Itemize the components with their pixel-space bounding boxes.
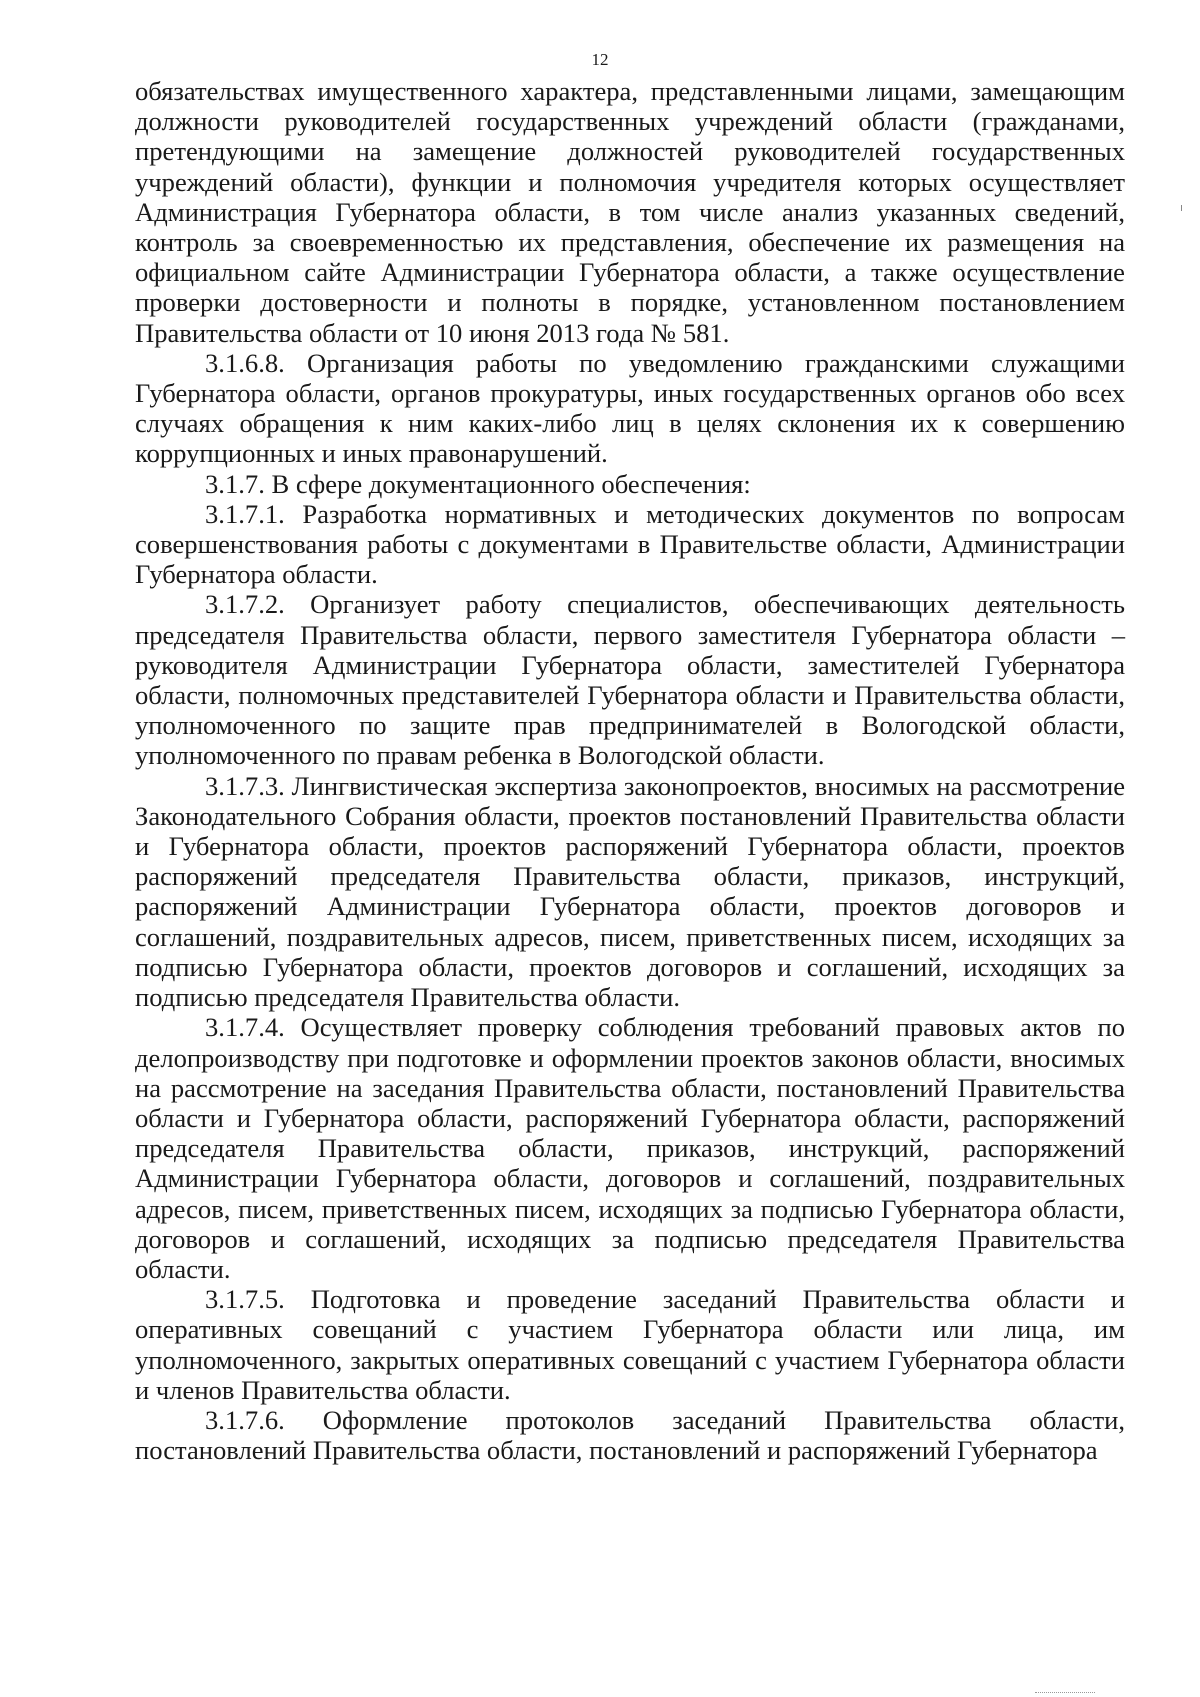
- paragraph-3-1-7: 3.1.7. В сфере документационного обеспечения:: [205, 468, 751, 499]
- document-body: [135, 76, 1125, 1465]
- paragraph-3-1-7-6: 3.1.7.6. Оформление протоколов заседаний Правительства области, постановлений Правительства области, постановлений и распоряжений Губернатора: [135, 1404, 1125, 1466]
- paragraph-3-1-7-4: 3.1.7.4. Осуществляет проверку соблюдения требований правовых актов по делопроизводству при подготовке и оформлении проектов законов области, вносимых на рассмотрение на заседания Правительства области, постановлений Правительства области и Губернатора области, распоряжений Губернатора области, распоряжений председателя Правительства области, приказов, инструкций, распоряжений Администрации Губернатора области, договоров и соглашений, поздравительных адресов, писем, приветственных писем, исходящих за подписью Губернатора области, договоров и соглашений, исходящих за подписью председателя Правительства области.: [135, 1012, 1125, 1284]
- paragraph-3-1-7-5: 3.1.7.5. Подготовка и проведение заседаний Правительства области и оперативных совещаний с участием Губернатора области или лица, им уполномоченного, закрытых оперативных совещаний с участием Губернатора области и членов Правительства области.: [135, 1284, 1125, 1405]
- scan-artifact-mark: [1181, 205, 1182, 211]
- paragraph-3-1-7-1: 3.1.7.1. Разработка нормативных и методических документов по вопросам совершенствования работы с документами в Правительстве области, Администрации Губернатора области.: [135, 498, 1125, 590]
- paragraph-3-1-7-3: 3.1.7.3. Лингвистическая экспертиза законопроектов, вносимых на рассмотрение Законодательного Собрания области, проектов постановлений Правительства области и Губернатора области, проектов распоряжений Губернатора области, проектов распоряжений председателя Правительства области, приказов, инструкций, распоряжений Администрации Губернатора области, проектов договоров и соглашений, поздравительных адресов, писем, приветственных писем, исходящих за подписью Губернатора области, проектов договоров и соглашений, исходящих за подписью председателя Правительства области.: [135, 770, 1125, 1013]
- paragraph-3-1-6-8: 3.1.6.8. Организация работы по уведомлению гражданскими служащими Губернатора области, органов прокуратуры, иных государственных органов обо всех случаях обращения к ним каких-либо лиц в целях склонения их к совершению коррупционных и иных правонарушений.: [135, 347, 1125, 469]
- page-number: 12: [591, 50, 609, 69]
- paragraph-continuation: обязательствах имущественного характера, представленными лицами, замещающим должности руководителей государственных учреждений области (гражданами, претендующими на замещение должностей руководителей государственных учреждений области), функции и полномочия учредителя которых осуществляет Администрация Губернатора области, в том числе анализ указанных сведений, контроль за своевременностью их представления, обеспечение их размещения на официальном сайте Администрации Губернатора области, а также осуществление проверки достоверности и полноты в порядке, установленном постановлением Правительства области от 10 июня 2013 года № 581.: [135, 76, 1125, 348]
- scan-artifact-bottom-mark: [1035, 1692, 1095, 1697]
- paragraph-3-1-7-2: 3.1.7.2. Организует работу специалистов, обеспечивающих деятельность председателя Правительства области, первого заместителя Губернатора области – руководителя Администрации Губернатора области, заместителей Губернатора области, полномочных представителей Губернатора области и Правительства области, уполномоченного по защите прав предпринимателей в Вологодской области, уполномоченного по правам ребенка в Вологодской области.: [135, 589, 1125, 771]
